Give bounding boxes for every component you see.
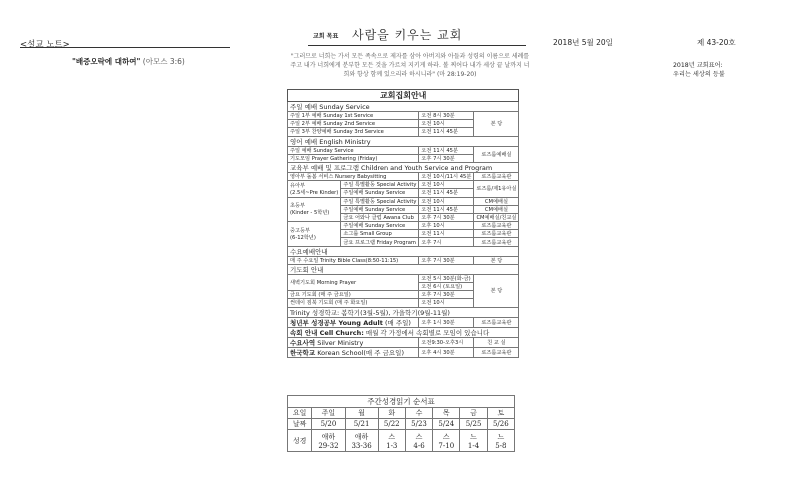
verse-text: "그러므로 너희는 가서 모든 족속으로 제자를 삼아 아버지와 아들과 성령의 이름으로 세례를 주고 내가 너희에게 분부한 모든 것을 가르쳐 지키게 하라. 볼 찌어다 내가 세상 끝 날까지 너희와 항상 함께 있으리라 하시니라" (마 28:19-20) xyxy=(290,53,530,78)
cell-church-label: 속회 안내 Cell Church: xyxy=(290,328,364,337)
reading-header-cell: 목 xyxy=(433,408,460,419)
prayer-meeting-heading: 기도회 안내 xyxy=(288,264,519,274)
reading-book: 느 xyxy=(470,432,477,441)
table-row xyxy=(288,256,519,264)
reading-date-cell: 5/22 xyxy=(378,419,405,430)
service-name: 기도모임 Prayer Gathering (Friday) xyxy=(288,154,419,162)
reading-chapters: 5-8 xyxy=(495,441,507,450)
reading-date-cell: 날짜 xyxy=(288,419,312,430)
bulletin-date: 2018년 5월 20일 xyxy=(553,38,613,47)
yearly-motto-label: 2018년 교회표어: xyxy=(673,62,723,69)
service-name: 주일 2부 예배 Sunday 2nd Service xyxy=(288,120,419,128)
group-age: (Kinder - 5학년) xyxy=(290,210,330,217)
reading-passage-cell xyxy=(433,430,460,452)
group-name xyxy=(288,197,341,222)
young-adult-label: 청년부 성경공부 Young Adult xyxy=(290,318,383,327)
prayer-name: 썬데이 짐북 기도회 (매 주 화요일) xyxy=(288,299,419,307)
program-place: 로즈룸교육관 xyxy=(474,238,519,246)
reading-header-cell: 주일 xyxy=(312,408,345,419)
service-place: 로즈룸예배실 xyxy=(474,146,519,162)
cell-church-row xyxy=(288,327,519,337)
program-time: 오전 10시/11시 45분 xyxy=(419,172,474,180)
reading-chapters: 29-32 xyxy=(318,441,339,450)
group-label: 중고등부 xyxy=(290,227,311,234)
reading-book: 애하 xyxy=(321,432,336,441)
silver-ministry-text: Silver Ministry xyxy=(315,338,364,347)
program-place: 로즈룸/제1유아실 xyxy=(474,181,519,197)
korean-school-label: 한국학교 xyxy=(290,348,316,357)
prayer-time: 오후 7시 30분 xyxy=(419,291,474,299)
reading-book: 애하 xyxy=(354,432,369,441)
program-place: 로즈룸교육관 xyxy=(474,222,519,230)
program-time: 오전 10시 xyxy=(419,197,474,205)
program-time: 오전 11시 45분 xyxy=(419,205,474,213)
reading-title: 주간성경읽기 순서표 xyxy=(288,396,515,408)
program-time: 오전 10시 xyxy=(419,181,474,189)
reading-passage-cell xyxy=(345,430,378,452)
program-place: 로즈룸교육관 xyxy=(474,230,519,238)
reading-passage-label: 성경 xyxy=(288,430,312,452)
youth-program-heading: 교육부 예배 및 프로그램 Children and Youth Service and Program xyxy=(288,162,519,172)
prayer-name: 금요 기도회 (매 주 금요일) xyxy=(288,291,419,299)
young-adult-row xyxy=(288,317,419,327)
service-name: 주일 예배 Sunday Service xyxy=(288,146,419,154)
young-adult-place: 로즈룸교육관 xyxy=(474,317,519,327)
reading-book: 스 xyxy=(442,432,450,441)
bulletin-issue: 제 43-20호 xyxy=(697,38,736,47)
reading-date-cell: 5/21 xyxy=(345,419,378,430)
group-label: 유아부 xyxy=(290,182,306,189)
service-time: 오전 11시 45분 xyxy=(419,128,474,136)
trinity-text: 봄학기(3월-5월), 가을학기(9월-11월) xyxy=(339,308,450,317)
reading-passage-row xyxy=(288,430,515,452)
reading-header-row xyxy=(288,408,515,419)
prayer-time: 오전 6시 (토요일) xyxy=(419,283,474,291)
table-row xyxy=(288,337,519,347)
silver-ministry-time: 오전9:30-오후3시 xyxy=(419,337,474,347)
reading-date-cell: 5/26 xyxy=(487,419,514,430)
sermon-scripture-ref: (아모스 3:6) xyxy=(142,57,185,66)
bible-reading-table xyxy=(287,395,515,452)
table-row xyxy=(288,146,519,154)
program-time: 오전 11시 45분 xyxy=(419,189,474,197)
english-ministry-heading: 영어 예배 English Ministry xyxy=(288,136,519,146)
program-time: 오전 11시 xyxy=(419,230,474,238)
table-row xyxy=(288,112,519,120)
church-goal-label: 교회 목표 xyxy=(313,33,339,40)
group-label: 초등부 xyxy=(290,203,306,210)
sermon-title xyxy=(72,56,185,67)
program-place: 로즈룸교육관 xyxy=(474,172,519,180)
reading-header-cell: 화 xyxy=(378,408,405,419)
table-row xyxy=(288,274,519,282)
table-row xyxy=(288,181,519,189)
service-name: 주일 1부 예배 Sunday 1st Service xyxy=(288,112,419,120)
group-age: (6-12학년) xyxy=(290,234,316,241)
reading-passage-cell xyxy=(378,430,405,452)
group-name xyxy=(288,181,341,197)
korean-school-time: 오후 4시 30분 xyxy=(419,347,474,357)
service-time: 오전 8시 30분 xyxy=(419,112,474,120)
korean-school-place: 로즈룸교육관 xyxy=(474,347,519,357)
service-time: 오전 10시 xyxy=(419,120,474,128)
program-place: CM예배실/친교실 xyxy=(474,213,519,221)
table-row xyxy=(288,222,519,230)
trinity-bible-school xyxy=(288,307,519,317)
service-name: 주일 3부 찬양예배 Sunday 3rd Service xyxy=(288,128,419,136)
program-time: 오후 7시 30분 xyxy=(419,213,474,221)
prayer-time: 오전 5시 30분(화-금) xyxy=(419,274,474,282)
reading-chapters: 7-10 xyxy=(438,441,455,450)
header-divider xyxy=(308,45,526,46)
young-adult-time: 오후 1시 30분 xyxy=(419,317,474,327)
service-place: 본 당 xyxy=(474,256,519,264)
reading-chapters: 4-6 xyxy=(413,441,425,450)
table-row xyxy=(288,347,519,357)
service-time: 오전 11시 45분 xyxy=(419,146,474,154)
reading-header-cell: 금 xyxy=(460,408,487,419)
prayer-time: 오전 10시 xyxy=(419,299,474,307)
program-place: CM예배실 xyxy=(474,197,519,205)
korean-school-row xyxy=(288,347,419,357)
reading-date-cell: 5/23 xyxy=(405,419,432,430)
reading-chapters: 1-3 xyxy=(386,441,398,450)
program-name: 주일예배 Sunday Service xyxy=(341,189,419,197)
service-name: 매 주 수요일 Trinity Bible Class(8:50-11:15) xyxy=(288,256,419,264)
reading-book: 느 xyxy=(497,432,505,441)
wednesday-service-heading: 수요예배안내 xyxy=(288,246,519,256)
service-schedule-table xyxy=(287,89,519,358)
reading-passage-cell xyxy=(487,430,514,452)
service-time: 오후 7시 30분 xyxy=(419,256,474,264)
prayer-place: 본 당 xyxy=(474,274,519,307)
trinity-label: Trinity 성경학교: xyxy=(290,308,340,317)
service-place: 본 당 xyxy=(474,112,519,137)
cell-church-text: 매월 각 가정에서 속회별로 모임이 있습니다 xyxy=(363,328,490,337)
silver-ministry-label: 수요사역 xyxy=(290,338,316,347)
schedule-title: 교회집회안내 xyxy=(288,90,519,102)
reading-date-cell: 5/24 xyxy=(433,419,460,430)
yearly-motto-text: 우리는 세상의 등불 xyxy=(673,70,725,78)
program-time: 오후 10시 xyxy=(419,222,474,230)
reading-header-cell: 요일 xyxy=(288,408,312,419)
reading-passage-cell xyxy=(460,430,487,452)
reading-book: 스 xyxy=(388,432,396,441)
program-name: 주일예배 Sunday Service xyxy=(341,205,419,213)
program-place: CM예배실 xyxy=(474,205,519,213)
program-name: 소그룹 Small Group xyxy=(341,230,419,238)
reading-header-cell: 토 xyxy=(487,408,514,419)
program-name: 주일예배 Sunday Service xyxy=(341,222,419,230)
sunday-service-heading: 주일 예배 Sunday Service xyxy=(288,102,519,112)
reading-date-cell: 5/20 xyxy=(312,419,345,430)
young-adult-text: (매 주일) xyxy=(382,318,411,327)
table-row xyxy=(288,317,519,327)
reading-passage-cell xyxy=(405,430,432,452)
silver-ministry-place: 친 교 실 xyxy=(474,337,519,347)
reading-chapters: 33-36 xyxy=(351,441,372,450)
group-age: (2.5세~Pre Kinder) xyxy=(290,189,339,196)
church-goal-title: 사람을 키우는 교회 xyxy=(352,28,463,42)
reading-book: 스 xyxy=(415,432,423,441)
program-name: 금요 어와나 클럽 Awana Club xyxy=(341,213,419,221)
reading-date-cell: 5/25 xyxy=(460,419,487,430)
reading-passage-cell xyxy=(312,430,345,452)
sermon-note-label: <설교 노트> xyxy=(20,40,70,50)
program-name: 금요 프로그램 Friday Program xyxy=(341,238,419,246)
program-name: 영아부 돌봄 서비스 Nursery Babysitting xyxy=(288,172,419,180)
service-time: 오후 7시 30분 xyxy=(419,154,474,162)
korean-school-text: Korean School(매 주 금요일) xyxy=(315,348,404,357)
reading-date-row xyxy=(288,419,515,430)
table-row xyxy=(288,197,519,205)
program-name: 주일 특별활동 Special Activity xyxy=(341,181,419,189)
reading-header-cell: 월 xyxy=(345,408,378,419)
program-name: 주일 특별활동 Special Activity xyxy=(341,197,419,205)
sermon-divider xyxy=(20,47,230,48)
prayer-name: 새벽기도회 Morning Prayer xyxy=(288,274,419,290)
program-time: 오후 7시 xyxy=(419,238,474,246)
sermon-title-text: "배증오락에 대하여" xyxy=(72,57,141,66)
group-name xyxy=(288,222,341,247)
yearly-motto xyxy=(673,62,725,79)
reading-header-cell: 수 xyxy=(405,408,432,419)
reading-chapters: 1-4 xyxy=(467,441,480,450)
table-row xyxy=(288,172,519,180)
silver-ministry-row xyxy=(288,337,419,347)
